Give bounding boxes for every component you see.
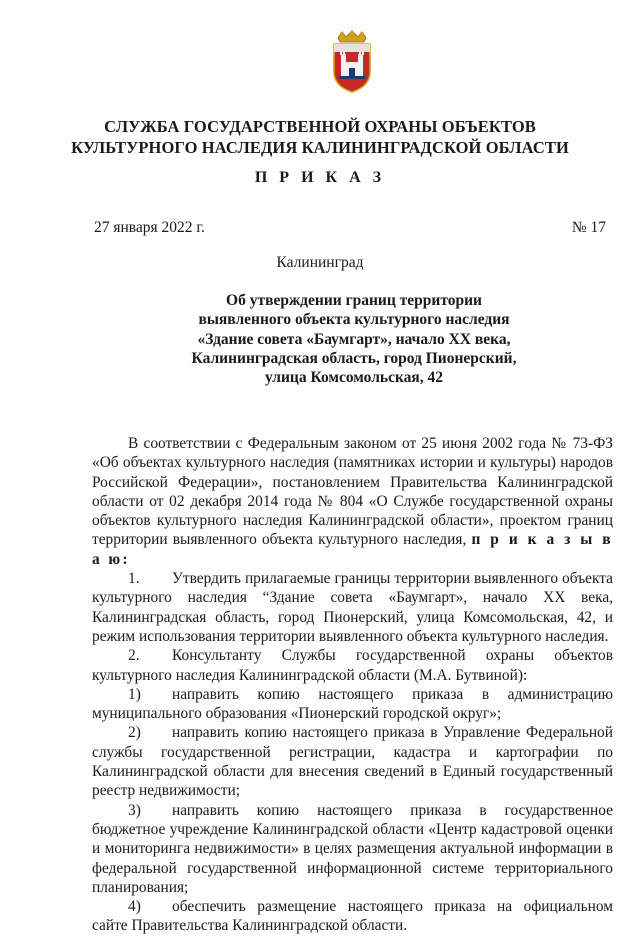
item-1-text: Утвердить прилагаемые границы территории выявленного объекта культурного наследия “Здание совета «Баумгарт», начало XX века, Калининградская область, город Пионерский, улица Комсомольская, 42, и режим использования территории выявленного объекта культурного наследия. [92,570,613,645]
subitem-2 [92,723,613,800]
title-line-5: улица Комсомольская, 42 [264,369,444,387]
order-verb: п р и к а з ы в а ю: [92,531,613,568]
order-date: 27 января 2022 г. [94,219,205,236]
subitem-3 [92,801,613,897]
preamble-text: В соответствии с Федеральным законом от 25 июня 2002 года № 73-ФЗ «Об объектах культурного наследия (памятниках истории и культуры) народов Российской Федерации», постановлением Правительства Калининградской области от 02 декабря 2014 года № 804 «О Службе государственной охраны объектов культурного наследия Калининградской области», проектом границ территории выявленного объекта культурного наследия, [92,435,613,549]
title-line-3: «Здание совета «Баумгарт», начало XX века, [197,330,511,348]
subitem-4 [92,897,613,936]
title-line-4: Калининградская область, город Пионерский, [191,349,517,367]
item-2 [92,646,613,685]
subitem-1 [92,685,613,724]
title-line-2: выявленного объекта культурного наследия [198,311,510,329]
order-number: № 17 [571,219,606,236]
subitem-4-text: обеспечить размещение настоящего приказа на официальном сайте Правительства Калининградской области. [92,898,613,935]
item-1-number: 1. [128,570,140,588]
city: Калининград [276,254,364,271]
item-2-number: 2. [128,647,140,665]
preamble-paragraph [92,434,613,569]
kaliningrad-coat-of-arms-icon [328,30,376,94]
subitem-1-number: 1) [128,685,141,703]
title-line-1: Об утверждении границ территории [226,292,482,309]
item-2-text: Консультанту Службы государственной охраны объектов культурного наследия Калининградской области (М.А. Бутвиной): [92,647,613,684]
subitem-3-text: направить копию настоящего приказа в государственное бюджетное учреждение Калининградской области «Центр кадастровой оценки и мониторинга недвижимости» в целях размещения актуальной информации в федеральной государственной информационной системе территориального планирования; [92,801,613,896]
subitem-4-number: 4) [128,898,141,916]
document-type: П Р И К А З [254,169,386,186]
subitem-3-number: 3) [128,801,141,819]
document-body [92,434,613,936]
item-1 [92,569,613,646]
subitem-1-text: направить копию настоящего приказа в администрацию муниципального образования «Пионерский городской округ»; [92,685,613,723]
subitem-2-text: направить копию настоящего приказа в Управление Федеральной службы государственной регистрации, кадастра и картографии по Калининградской области для внесения сведений в Единый государственный реестр недвижимости; [92,724,613,800]
subitem-2-number: 2) [128,724,141,742]
agency-line-1: СЛУЖБА ГОСУДАРСТВЕННОЙ ОХРАНЫ ОБЪЕКТОВ [104,117,536,136]
document-title [150,291,558,387]
agency-name [0,116,640,158]
agency-line-2: КУЛЬТУРНОГО НАСЛЕДИЯ КАЛИНИНГРАДСКОЙ ОБЛАСТИ [71,138,569,157]
